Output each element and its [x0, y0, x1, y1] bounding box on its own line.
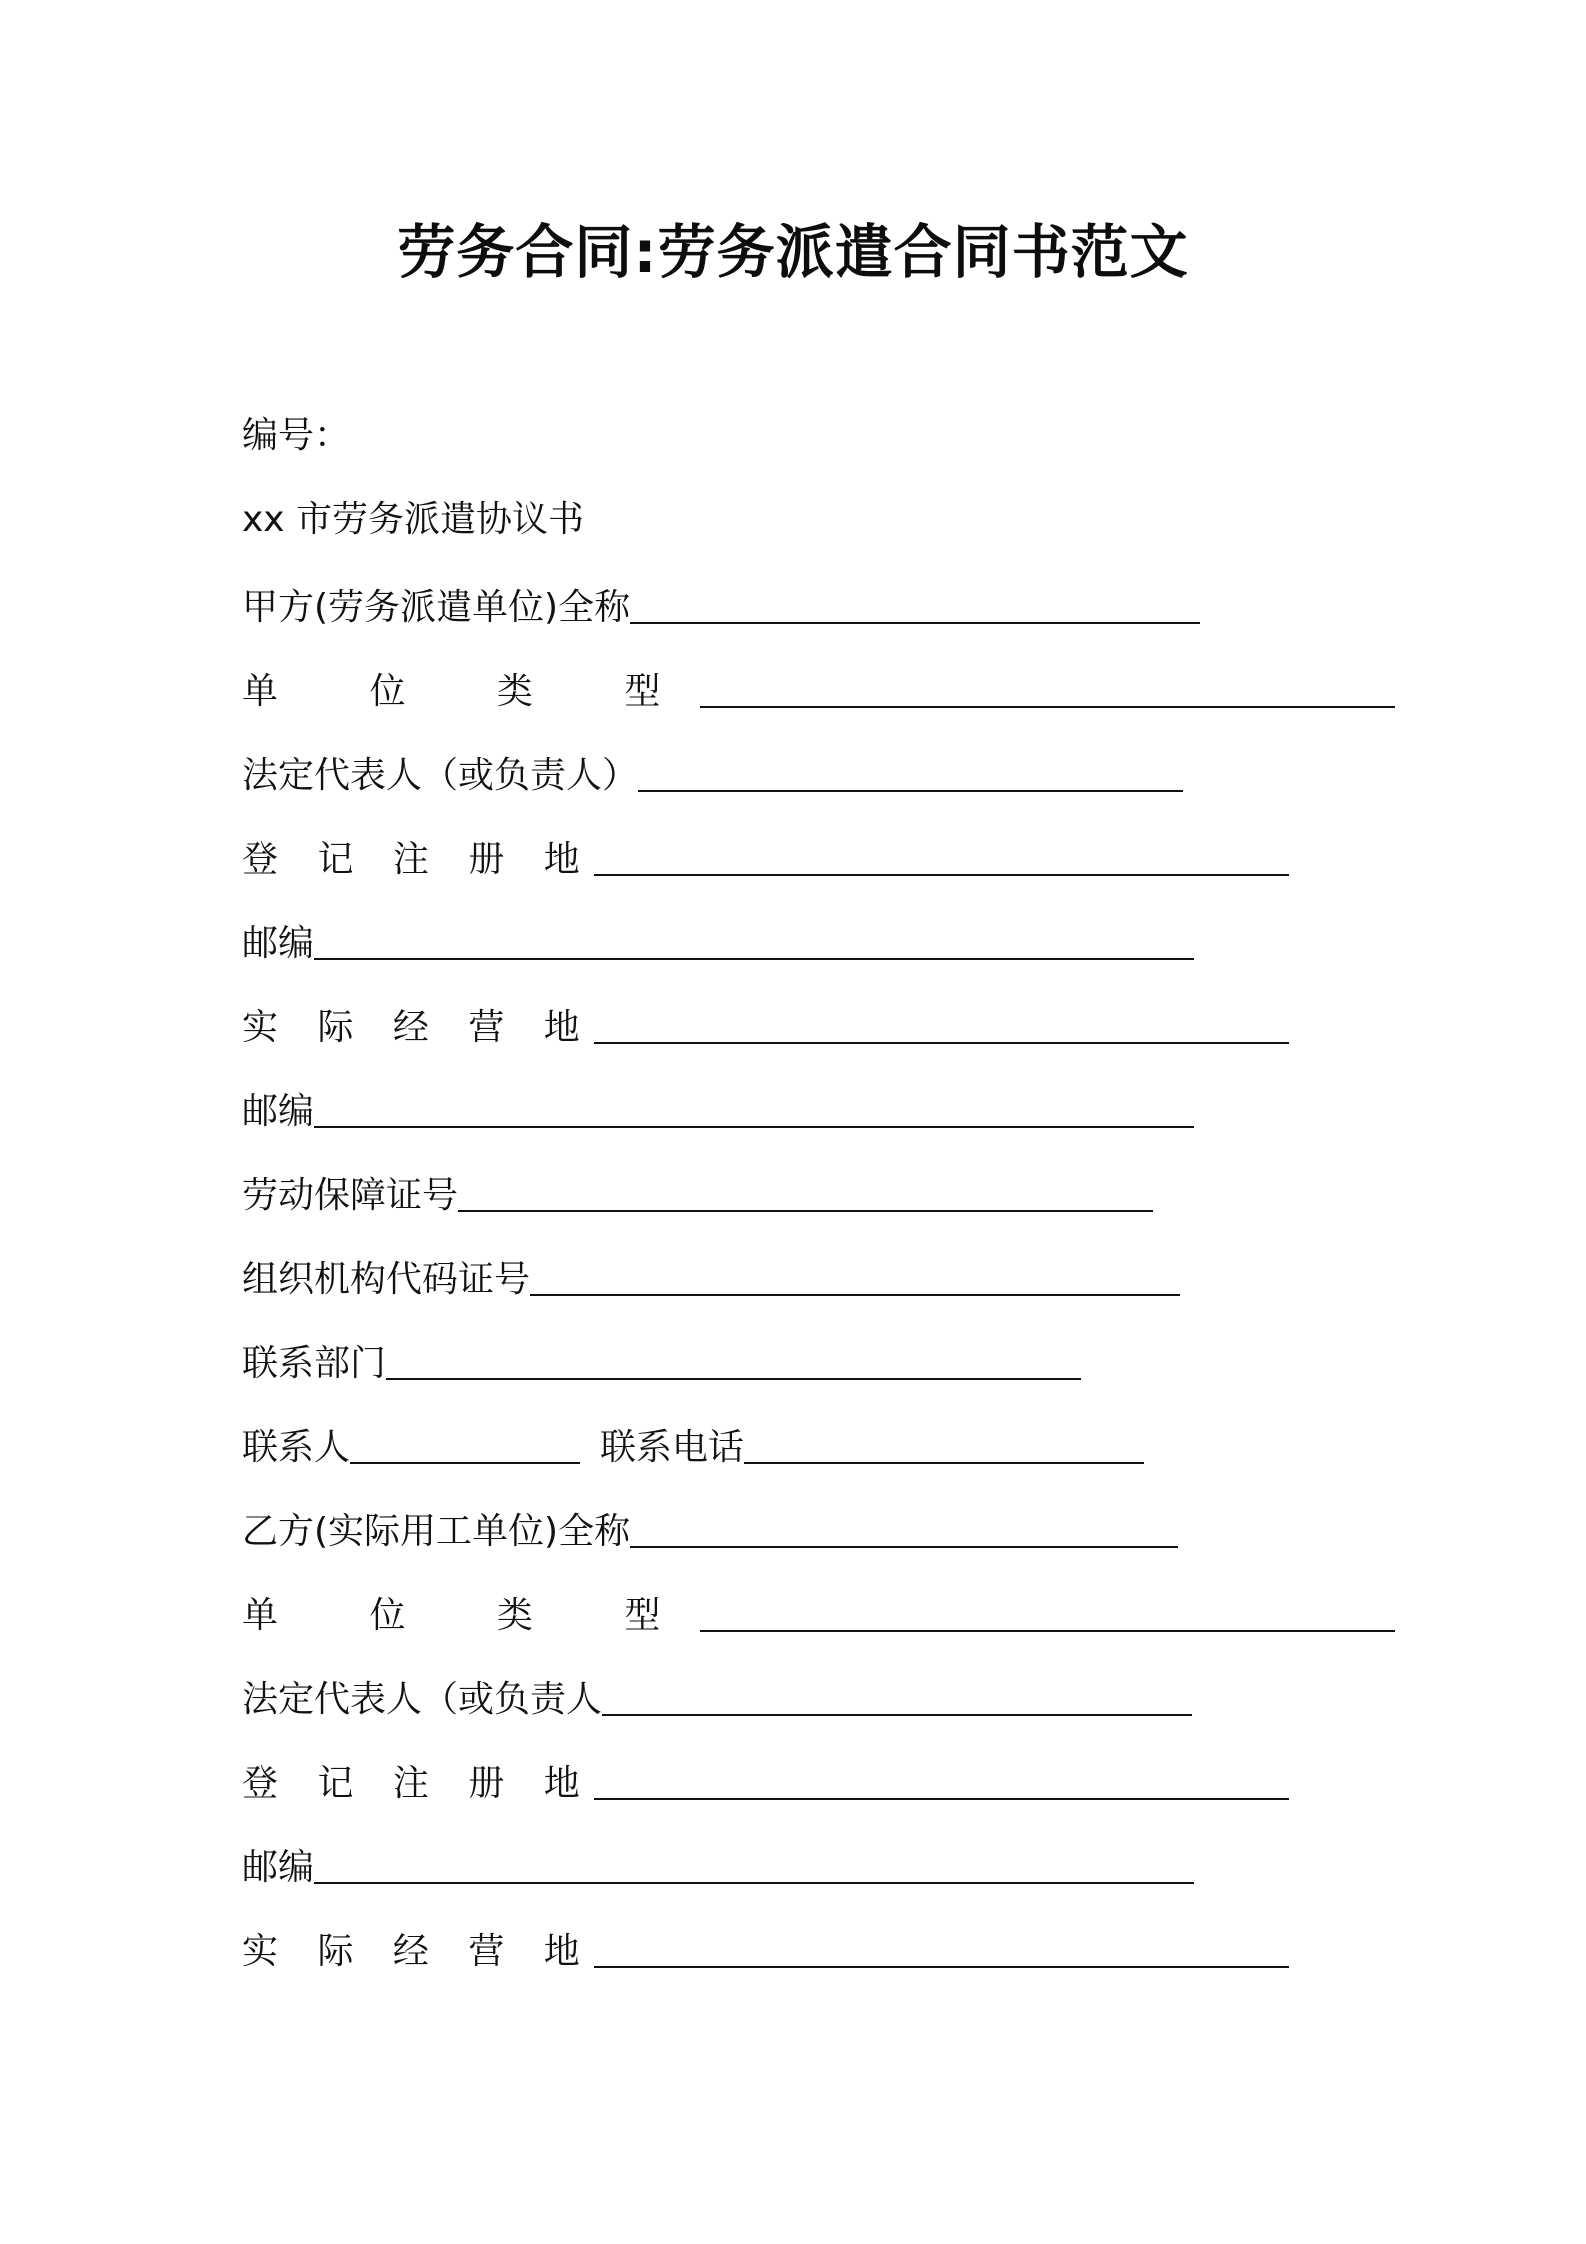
party-a-labor-cert-row — [242, 1168, 1153, 1224]
party-a-postcode-row-1 — [242, 916, 1194, 972]
party-b-legal-rep-field[interactable] — [602, 1714, 1192, 1716]
agreement-name: xx 市劳务派遣协议书 — [242, 499, 585, 540]
party-a-contact-row — [242, 1420, 1144, 1476]
party-a-full-name-label: 甲方(劳务派遣单位)全称 — [242, 587, 631, 628]
party-a-legal-rep-field[interactable] — [638, 790, 1183, 792]
party-b-business-address-label: 实 际 经 营 地 — [242, 1931, 594, 1972]
party-a-legal-rep-row — [242, 748, 1183, 804]
party-b-postcode-field[interactable] — [314, 1882, 1194, 1884]
party-b-postcode-row — [242, 1840, 1194, 1896]
party-a-labor-cert-label: 劳动保障证号 — [242, 1175, 459, 1216]
party-a-contact-dept-field[interactable] — [386, 1378, 1081, 1380]
party-a-org-code-label: 组织机构代码证号 — [242, 1259, 531, 1300]
party-b-unit-type-label: 单 位 类 型 — [242, 1595, 701, 1636]
party-b-registered-address-label: 登 记 注 册 地 — [242, 1763, 594, 1804]
party-a-business-address-field[interactable] — [594, 1042, 1289, 1044]
party-a-postcode-label-2: 邮编 — [242, 1091, 315, 1132]
party-a-unit-type-row — [242, 664, 1395, 720]
party-a-registered-address-field[interactable] — [594, 874, 1289, 876]
party-b-legal-rep-row — [242, 1672, 1192, 1728]
party-a-contact-phone-field[interactable] — [744, 1462, 1144, 1464]
party-a-contact-person-field[interactable] — [350, 1462, 580, 1464]
party-a-business-address-row — [242, 1000, 1289, 1056]
party-b-registered-address-field[interactable] — [594, 1798, 1289, 1800]
party-a-postcode-field-2[interactable] — [314, 1126, 1194, 1128]
party-a-unit-type-field[interactable] — [700, 706, 1395, 708]
agreement-name-line — [242, 492, 584, 548]
party-a-registered-address-label: 登 记 注 册 地 — [242, 839, 594, 880]
party-b-unit-type-row — [242, 1588, 1395, 1644]
party-b-full-name-row — [242, 1504, 1178, 1560]
party-a-org-code-field[interactable] — [530, 1294, 1180, 1296]
party-b-business-address-field[interactable] — [594, 1966, 1289, 1968]
number-line — [242, 408, 350, 464]
party-a-full-name-row — [242, 580, 1200, 636]
party-a-registered-address-row — [242, 832, 1289, 888]
party-b-business-address-row — [242, 1924, 1289, 1980]
party-a-postcode-row-2 — [242, 1084, 1194, 1140]
party-a-postcode-label-1: 邮编 — [242, 923, 315, 964]
party-a-contact-person-label: 联系人 — [242, 1427, 351, 1468]
party-b-unit-type-field[interactable] — [700, 1630, 1395, 1632]
number-label: 编号： — [242, 415, 351, 456]
party-a-org-code-row — [242, 1252, 1180, 1308]
party-a-postcode-field-1[interactable] — [314, 958, 1194, 960]
document-title: 劳务合同:劳务派遣合同书范文 — [397, 218, 1189, 286]
party-b-full-name-label: 乙方(实际用工单位)全称 — [242, 1511, 631, 1552]
party-b-legal-rep-label: 法定代表人（或负责人 — [242, 1679, 603, 1720]
party-b-postcode-label: 邮编 — [242, 1847, 315, 1888]
party-a-contact-dept-row — [242, 1336, 1081, 1392]
party-b-registered-address-row — [242, 1756, 1289, 1812]
party-a-contact-phone-label: 联系电话 — [600, 1427, 745, 1468]
party-b-full-name-field[interactable] — [630, 1546, 1178, 1548]
party-a-unit-type-label: 单 位 类 型 — [242, 671, 701, 712]
party-a-labor-cert-field[interactable] — [458, 1210, 1153, 1212]
party-a-contact-dept-label: 联系部门 — [242, 1343, 387, 1384]
party-a-full-name-field[interactable] — [630, 622, 1200, 624]
party-a-business-address-label: 实 际 经 营 地 — [242, 1007, 594, 1048]
party-a-legal-rep-label: 法定代表人（或负责人） — [242, 755, 639, 796]
